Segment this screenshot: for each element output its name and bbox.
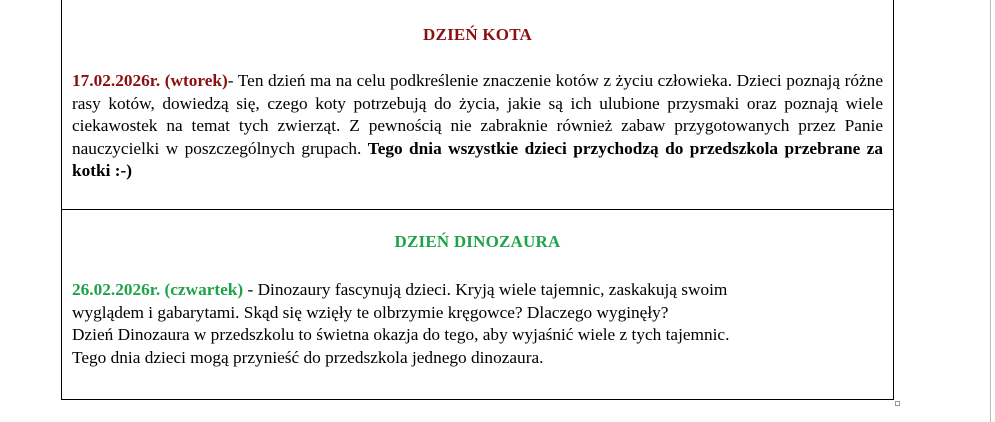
- dinosaur-day-title: DZIEŃ DINOZAURA: [394, 232, 561, 251]
- dinosaur-day-date: 26.02.2026r. (czwartek): [72, 280, 244, 299]
- page-edge: [990, 0, 991, 422]
- cat-day-bold-note: Tego dnia wszystkie dzieci przychodzą do przedszkola przebrane za kotki :-): [72, 138, 883, 180]
- dinosaur-day-line-4: Tego dnia dzieci mogą przynieść do przedszkola jednego dinozaura.: [72, 347, 544, 367]
- cat-day-date: 17.02.2026r. (wtorek): [72, 71, 228, 90]
- dinosaur-day-description: [72, 279, 883, 369]
- dinosaur-day-line-1: [72, 279, 883, 302]
- cat-day-cell: [62, 0, 893, 210]
- table-resize-handle[interactable]: [895, 401, 900, 406]
- dinosaur-day-line-1-text: - Dinozaury fascynują dzieci. Kryją wiele tajemnic, zaskakują swoim: [243, 280, 728, 299]
- cat-day-text: - Ten dzień ma na celu podkreślenie znaczenie kotów z życiu człowieka. Dzieci poznają różne rasy kotów, dowiedzą się, czego koty potrzebują do życia, jakie są ich ulubione przysmaki oraz poznają wiele ciekawostek na temat tych zwierząt. Z pewnością nie zabraknie również zabaw przygotowanych przez Panie nauczycielki w poszczególnych grupach.: [72, 71, 883, 158]
- events-table: [61, 0, 894, 400]
- dinosaur-day-cell: [62, 210, 893, 399]
- dinosaur-day-line-3: Dzień Dinozaura w przedszkolu to świetna okazja do tego, aby wyjaśnić wiele z tych tajemnic.: [72, 325, 730, 344]
- cat-day-title: DZIEŃ KOTA: [423, 25, 532, 44]
- dinosaur-day-line-2: wyglądem i gabarytami. Skąd się wzięły te olbrzymie kręgowce? Dlaczego wyginęły?: [72, 302, 669, 322]
- cat-day-description: [72, 70, 883, 183]
